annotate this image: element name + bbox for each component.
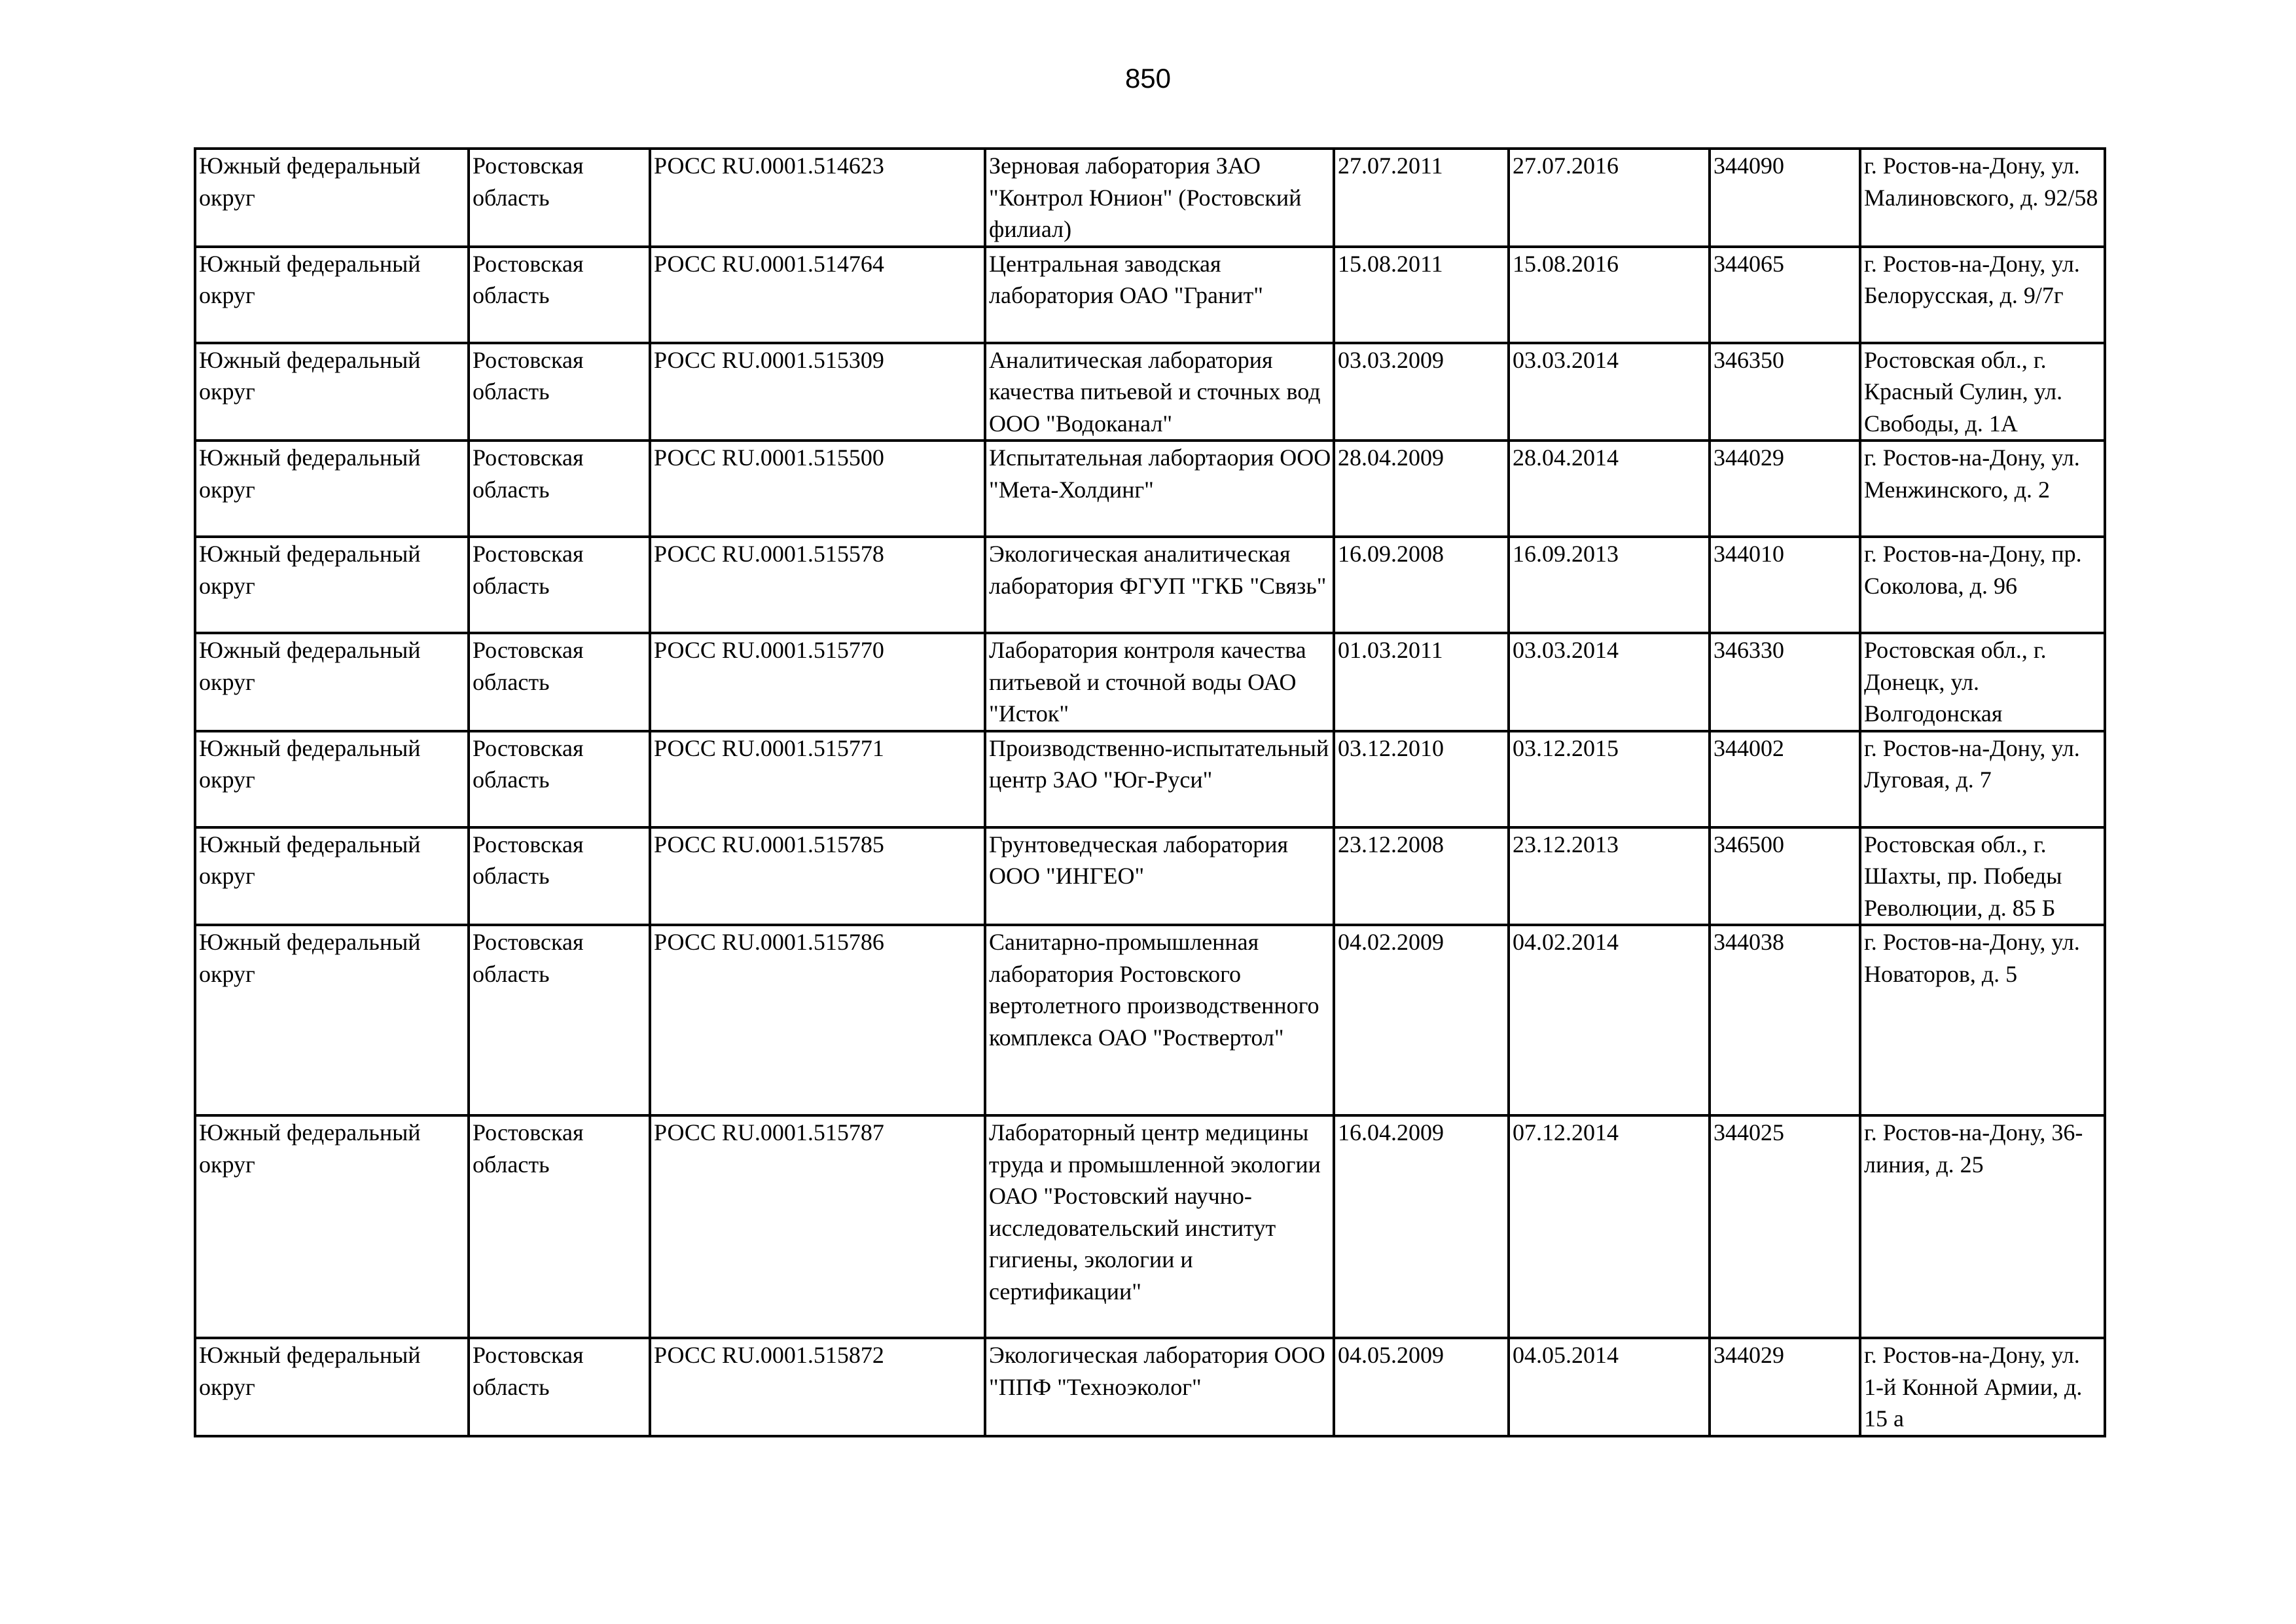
registration-number-cell: РОСС RU.0001.515309 <box>650 343 985 441</box>
laboratory-registry-table <box>194 147 2106 1437</box>
postcode-cell: 344025 <box>1710 1115 1860 1338</box>
laboratory-name-cell: Санитарно-промышленная лаборатория Ростовского вертолетного производственного комплекса ОАО "Роствертол" <box>985 925 1334 1115</box>
date-expires-cell: 28.04.2014 <box>1509 441 1710 537</box>
region-cell: Ростовская область <box>469 149 650 247</box>
laboratory-name-cell: Производственно-испытательный центр ЗАО "Юг-Руси" <box>985 731 1334 827</box>
date-expires-cell: 16.09.2013 <box>1509 537 1710 633</box>
page-number: 850 <box>1124 63 1172 94</box>
registration-number-cell: РОСС RU.0001.515771 <box>650 731 985 827</box>
table-row <box>195 149 2105 247</box>
region-cell: Ростовская область <box>469 343 650 441</box>
date-expires-cell: 27.07.2016 <box>1509 149 1710 247</box>
address-cell: г. Ростов-на-Дону, пр. Соколова, д. 96 <box>1860 537 2105 633</box>
region-cell: Ростовская область <box>469 537 650 633</box>
date-issued-cell: 01.03.2011 <box>1334 633 1509 731</box>
date-expires-cell: 03.03.2014 <box>1509 343 1710 441</box>
registration-number-cell: РОСС RU.0001.515770 <box>650 633 985 731</box>
district-cell: Южный федеральный округ <box>195 1338 469 1436</box>
laboratory-name-cell: Испытательная лабортаория ООО "Мета-Холдинг" <box>985 441 1334 537</box>
table-row <box>195 537 2105 633</box>
postcode-cell: 344029 <box>1710 1338 1860 1436</box>
laboratory-name-cell: Экологическая лаборатория ООО "ППФ "Техноэколог" <box>985 1338 1334 1436</box>
registration-number-cell: РОСС RU.0001.515872 <box>650 1338 985 1436</box>
table-row <box>195 343 2105 441</box>
postcode-cell: 344010 <box>1710 537 1860 633</box>
table-row <box>195 731 2105 827</box>
registration-number-cell: РОСС RU.0001.514764 <box>650 247 985 343</box>
date-expires-cell: 23.12.2013 <box>1509 827 1710 926</box>
table-row <box>195 441 2105 537</box>
region-cell: Ростовская область <box>469 1115 650 1338</box>
laboratory-name-cell: Экологическая аналитическая лаборатория ФГУП "ГКБ "Связь" <box>985 537 1334 633</box>
address-cell: г. Ростов-на-Дону, ул. Новаторов, д. 5 <box>1860 925 2105 1115</box>
date-issued-cell: 03.12.2010 <box>1334 731 1509 827</box>
postcode-cell: 344038 <box>1710 925 1860 1115</box>
table-row <box>195 1115 2105 1338</box>
laboratory-name-cell: Лаборатория контроля качества питьевой и сточной воды ОАО "Исток" <box>985 633 1334 731</box>
date-issued-cell: 04.02.2009 <box>1334 925 1509 1115</box>
postcode-cell: 346350 <box>1710 343 1860 441</box>
registration-number-cell: РОСС RU.0001.515786 <box>650 925 985 1115</box>
laboratory-name-cell: Центральная заводская лаборатория ОАО "Гранит" <box>985 247 1334 343</box>
address-cell: г. Ростов-на-Дону, ул. Белорусская, д. 9/7г <box>1860 247 2105 343</box>
table-row <box>195 827 2105 926</box>
date-issued-cell: 27.07.2011 <box>1334 149 1509 247</box>
laboratory-name-cell: Зерновая лаборатория ЗАО "Контрол Юнион" (Ростовский филиал) <box>985 149 1334 247</box>
region-cell: Ростовская область <box>469 925 650 1115</box>
district-cell: Южный федеральный округ <box>195 441 469 537</box>
district-cell: Южный федеральный округ <box>195 633 469 731</box>
date-issued-cell: 16.04.2009 <box>1334 1115 1509 1338</box>
date-expires-cell: 04.05.2014 <box>1509 1338 1710 1436</box>
address-cell: Ростовская обл., г. Красный Сулин, ул. Свободы, д. 1А <box>1860 343 2105 441</box>
region-cell: Ростовская область <box>469 441 650 537</box>
postcode-cell: 346330 <box>1710 633 1860 731</box>
date-expires-cell: 15.08.2016 <box>1509 247 1710 343</box>
address-cell: г. Ростов-на-Дону, ул. Малиновского, д. 92/58 <box>1860 149 2105 247</box>
registration-number-cell: РОСС RU.0001.515500 <box>650 441 985 537</box>
registration-number-cell: РОСС RU.0001.515787 <box>650 1115 985 1338</box>
table-row <box>195 247 2105 343</box>
laboratory-name-cell: Аналитическая лаборатория качества питьевой и сточных вод ООО "Водоканал" <box>985 343 1334 441</box>
address-cell: Ростовская обл., г. Шахты, пр. Победы Революции, д. 85 Б <box>1860 827 2105 926</box>
date-issued-cell: 15.08.2011 <box>1334 247 1509 343</box>
region-cell: Ростовская область <box>469 633 650 731</box>
address-cell: г. Ростов-на-Дону, 36-линия, д. 25 <box>1860 1115 2105 1338</box>
laboratory-name-cell: Грунтоведческая лаборатория ООО "ИНГЕО" <box>985 827 1334 926</box>
district-cell: Южный федеральный округ <box>195 1115 469 1338</box>
postcode-cell: 344090 <box>1710 149 1860 247</box>
date-expires-cell: 04.02.2014 <box>1509 925 1710 1115</box>
district-cell: Южный федеральный округ <box>195 731 469 827</box>
region-cell: Ростовская область <box>469 1338 650 1436</box>
date-expires-cell: 03.12.2015 <box>1509 731 1710 827</box>
date-expires-cell: 03.03.2014 <box>1509 633 1710 731</box>
address-cell: г. Ростов-на-Дону, ул. Менжинского, д. 2 <box>1860 441 2105 537</box>
district-cell: Южный федеральный округ <box>195 827 469 926</box>
date-expires-cell: 07.12.2014 <box>1509 1115 1710 1338</box>
postcode-cell: 346500 <box>1710 827 1860 926</box>
district-cell: Южный федеральный округ <box>195 343 469 441</box>
registration-number-cell: РОСС RU.0001.515578 <box>650 537 985 633</box>
table-row <box>195 633 2105 731</box>
registration-number-cell: РОСС RU.0001.514623 <box>650 149 985 247</box>
laboratory-name-cell: Лабораторный центр медицины труда и промышленной экологии ОАО "Ростовский научно-исследовательский институт гигиены, экологии и сертификации" <box>985 1115 1334 1338</box>
table-row <box>195 1338 2105 1436</box>
district-cell: Южный федеральный округ <box>195 925 469 1115</box>
date-issued-cell: 16.09.2008 <box>1334 537 1509 633</box>
region-cell: Ростовская область <box>469 731 650 827</box>
date-issued-cell: 28.04.2009 <box>1334 441 1509 537</box>
postcode-cell: 344029 <box>1710 441 1860 537</box>
table-row <box>195 925 2105 1115</box>
address-cell: Ростовская обл., г. Донецк, ул. Волгодонская <box>1860 633 2105 731</box>
address-cell: г. Ростов-на-Дону, ул. Луговая, д. 7 <box>1860 731 2105 827</box>
region-cell: Ростовская область <box>469 827 650 926</box>
address-cell: г. Ростов-на-Дону, ул. 1-й Конной Армии, д. 15 а <box>1860 1338 2105 1436</box>
district-cell: Южный федеральный округ <box>195 247 469 343</box>
district-cell: Южный федеральный округ <box>195 537 469 633</box>
postcode-cell: 344065 <box>1710 247 1860 343</box>
region-cell: Ростовская область <box>469 247 650 343</box>
registration-number-cell: РОСС RU.0001.515785 <box>650 827 985 926</box>
date-issued-cell: 23.12.2008 <box>1334 827 1509 926</box>
postcode-cell: 344002 <box>1710 731 1860 827</box>
date-issued-cell: 04.05.2009 <box>1334 1338 1509 1436</box>
date-issued-cell: 03.03.2009 <box>1334 343 1509 441</box>
district-cell: Южный федеральный округ <box>195 149 469 247</box>
